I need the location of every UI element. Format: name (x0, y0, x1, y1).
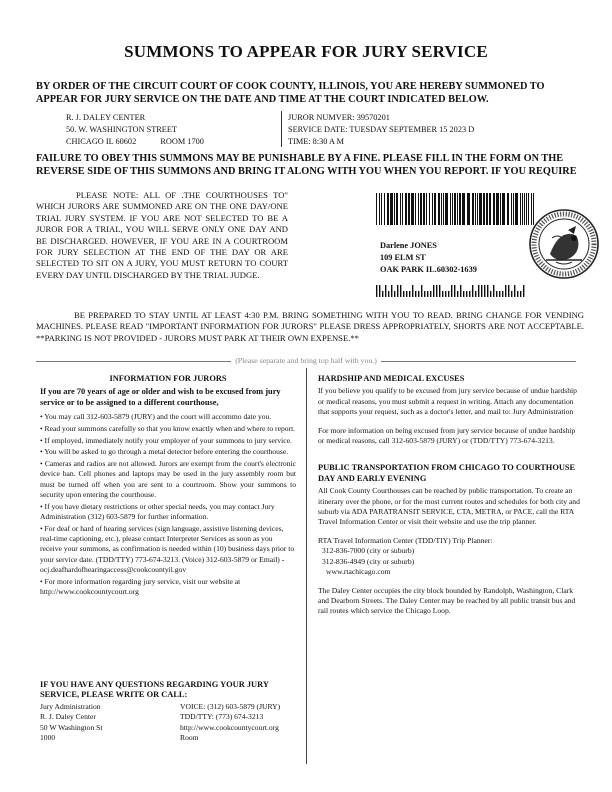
barcode-bar (376, 193, 377, 225)
postal-bar (490, 291, 491, 297)
barcode-bar (438, 193, 440, 225)
postal-bar (487, 285, 488, 297)
postal-bar (400, 285, 401, 297)
barcode-bar (493, 193, 495, 225)
barcode-bar (418, 193, 419, 225)
barcode-bar (394, 193, 395, 225)
barcode-bar (486, 193, 488, 225)
barcode-bar (450, 193, 451, 225)
barcode-bar (520, 193, 521, 225)
juror-info-block (288, 112, 588, 148)
barcode-bar (475, 193, 476, 225)
barcode-bar (477, 193, 478, 225)
postal-bar (496, 291, 497, 297)
postal-bar (418, 291, 419, 297)
barcode-bar (429, 193, 430, 225)
barcode-bar (443, 193, 444, 225)
postal-bar (499, 291, 500, 297)
barcode-bar (500, 193, 501, 225)
contact-table (40, 702, 302, 744)
postal-bar (451, 285, 452, 297)
info-heading: INFORMATION FOR JURORS (109, 374, 227, 383)
postal-bar (481, 285, 482, 297)
court-street: 50. W. WASHINGTON STREET (66, 125, 178, 134)
info-bullets (40, 412, 296, 597)
hardship-paragraph-2: For more information on being excused from jury service because of undue hardship or medical reasons, call 312-603-5879 (JURY) or (TDD/TTY) 773-674-3213. (318, 425, 576, 446)
barcode-bar (384, 193, 385, 225)
barcode-bar (420, 193, 422, 225)
postal-bar (493, 285, 494, 297)
barcode-bar (445, 193, 448, 225)
barcode-bar (462, 193, 465, 225)
one-day-trial-note: PLEASE NOTE: ALL OF .THE COURTHOUSES TO" WHICH JURORS ARE SUMMONED ARE ON THE ONE DAY/ONE TRIAL JURY SYSTEM. IF YOU ARE NOT SELECTED TO BE A JUROR FOR A TRIAL, YOU WILL SERVE ONLY ONE DAY AND BE DISCHARGED. HOWEVER, IF YOU ARE IN A COURTROOM FOR JURY SELECTION AT THE END OF THE DAY OR ARE SELECTED TO SIT ON A JURY, YOU MUST RETURN TO COURT EVERY DAY UNTIL DISCHARGED BY THE TRIAL JUDGE. (36, 190, 288, 280)
state-seal-icon (528, 208, 600, 280)
juror-number: JUROR NUMVER: 39570201 (288, 113, 390, 122)
list-item: • If employed, immediately notify your employer of your summons to jury service. (40, 435, 292, 445)
postal-bar (460, 285, 461, 297)
postal-bar (388, 291, 389, 297)
postal-bar (469, 291, 470, 297)
info-lead: If you are 70 years of age or older and wish to be excused from jury service or to be assigned to a different courthouse, (40, 387, 281, 408)
addressee-block (380, 240, 530, 276)
barcode-bar (381, 193, 382, 225)
postal-bar (517, 291, 518, 297)
postal-bar (382, 291, 383, 297)
postal-bar (505, 285, 506, 297)
barcode-bar (515, 193, 518, 225)
barcode-bar (432, 193, 433, 225)
contact-heading: IF YOU HAVE ANY QUESTIONS REGARDING YOUR JURY SERVICE, PLEASE WRITE OR CALL: (40, 680, 269, 699)
barcode-bar (441, 193, 442, 225)
hardship-transport-column (318, 374, 582, 617)
court-room: ROOM 1700 (160, 137, 204, 146)
postal-bar (427, 291, 428, 297)
planner-line: www.rtachicago.com (326, 567, 391, 577)
service-date: SERVICE DATE: TUESDAY SEPTEMBER 15 2023 D (288, 125, 475, 134)
barcode-bar (526, 193, 527, 225)
postal-bar (472, 285, 473, 297)
postal-bar (430, 291, 431, 297)
barcode-bar (459, 193, 461, 225)
postal-bar (433, 285, 434, 297)
postal-bar (379, 285, 380, 297)
court-name: R. J. DALEY CENTER (66, 113, 146, 122)
barcode-bar (396, 193, 398, 225)
barcode-bar (408, 193, 410, 225)
postal-bar (406, 291, 407, 297)
postal-bar (391, 285, 392, 297)
postal-bar (376, 285, 377, 297)
postal-bar (514, 285, 515, 297)
postal-bar (520, 291, 521, 297)
list-item: • You may call 312-603-5879 (JURY) and the court will accommo date you. (40, 412, 272, 422)
postal-bar (436, 285, 437, 297)
postal-bar (463, 291, 464, 297)
barcode-bar (434, 193, 436, 225)
postal-bar (403, 291, 404, 297)
contact-right-3: Room (180, 733, 199, 743)
postal-bar (424, 291, 425, 297)
barcode-bar (379, 193, 380, 225)
barcode-bar (511, 193, 512, 225)
list-item: • For more information regarding jury service, visit our website at http://www.cookcountycourt.org (40, 576, 241, 597)
contact-left-2: 50 W Washington St (40, 722, 103, 732)
addressee-street: 109 ELM ST (380, 253, 426, 262)
barcode-bar (496, 193, 499, 225)
hardship-paragraph-1: If you believe you qualify to be excused from jury service because of undue hardship or medical reasons, you must submit a request in writing. Attach any documentation that supports your request, such as a doctor's letter, and mail to: Jury Administration (318, 386, 577, 417)
planner-title: RTA Travel Information Center (TDD/TIY) Trip Planner: (318, 535, 493, 545)
postal-bar (445, 291, 446, 297)
postal-bar (412, 285, 413, 297)
postal-bar (448, 291, 449, 297)
postal-bar (502, 291, 503, 297)
postal-bar (466, 291, 467, 297)
separator-line (36, 356, 576, 366)
postal-bar (523, 285, 524, 297)
barcode-bar (454, 193, 456, 225)
barcode-bar (479, 193, 482, 225)
transport-paragraph-2: The Daley Center occupies the city block bounded by Randolph, Washington, Clark and Dearborn Streets. The Daley Center may be reached by all public transit bus and rail routes which service the Chicago Loop. (318, 585, 576, 616)
page-title: SUMMONS TO APPEAR FOR JURY SERVICE (124, 42, 488, 61)
barcode-bar (467, 193, 470, 225)
barcode-image (376, 193, 536, 225)
barcode-bar (405, 193, 407, 225)
postal-bar (439, 285, 440, 297)
court-address-block (66, 112, 286, 148)
contact-block (40, 680, 302, 744)
contact-left-1: R. J. Daley Center (40, 712, 96, 722)
barcode-bar (423, 193, 425, 225)
postal-bar (475, 291, 476, 297)
service-time: TIME: 8:30 A M (288, 137, 345, 146)
list-item: • If you have dietary restrictions or other special needs, you may contact Jury Administration (312) 603-5879 for further information. (40, 501, 275, 521)
barcode-bar (452, 193, 453, 225)
list-item: • For deaf or hard of hearing services (sign language, assistive listening devices, real-time captioning, etc.), please contact Interpreter Services as soon as you receive your summons, as confirmation is needed within (10) business days prior to your service date. (TDD/TTY) 773-674-3213. (Voice) 312-603-5879 or Email) - ocj.deafhardofhearingaccess@cookcountyil.gov (40, 523, 295, 575)
postal-bar (397, 285, 398, 297)
transport-paragraph-1: All Cook County Courthouses can be reached by public transportation. To create an itinerary over the phone, or for the most current routes and schedules for both city and suburb via ADA PARATRANSIT SERVICE, CTA, METRA, or PACE, call the RTA Travel Information Center or visit their website and use the trip planner. (318, 486, 580, 527)
barcode-bar (415, 193, 416, 225)
court-city: CHICAGO IL 60602 (66, 137, 137, 146)
postal-bar (508, 285, 509, 297)
list-item: • Read your summons carefully so that you know exactly when and where to report. (40, 424, 296, 433)
barcode-bar (402, 193, 403, 225)
postal-bar (454, 285, 455, 297)
separator-text: (Please separate and bring top half with you.) (231, 356, 381, 365)
contact-left-0: Jury Administration (40, 702, 101, 711)
contact-right-2: http://www.cookcountycourt.org (180, 722, 279, 732)
planner-line: 312-836-4949 (city or suburb) (322, 556, 415, 566)
barcode-bar (400, 193, 401, 225)
barcode-bar (489, 193, 491, 225)
postal-bar (442, 291, 443, 297)
list-item: • You will be asked to go through a metal detector before entering the courthouse. (40, 447, 289, 457)
hardship-heading: HARDSHIP AND MEDICAL EXCUSES (318, 374, 465, 383)
postal-barcode (376, 285, 528, 297)
postal-bar (478, 285, 479, 297)
postal-bar (385, 285, 386, 297)
barcode-bar (522, 193, 523, 225)
court-city-room (66, 136, 286, 148)
list-item: • Cameras and radios are not allowed. Jurors are exempt from the court's electronic device ban. Cell phones and laptops may be used in the jury assembly room but must be turned off when you are sent to a courtroom. Show your summons to security upon entering the courthouse. (40, 458, 296, 499)
barcode-bar (502, 193, 505, 225)
vertical-divider (281, 111, 282, 147)
postal-bar (394, 291, 395, 297)
contact-left-3: 1000 (40, 733, 56, 743)
postal-bar (484, 285, 485, 297)
postal-bar (457, 291, 458, 297)
barcode-bar (411, 193, 414, 225)
barcode-bar (457, 193, 458, 225)
failure-warning: FAILURE TO OBEY THIS SUMMONS MAY BE PUNISHABLE BY A FINE. PLEASE FILL IN THE FORM ON THE REVERSE SIDE OF THIS SUMMONS AND BRING IT ALONG WITH YOU WHEN YOU REPORT. IF YOU REQUIRE (36, 153, 577, 177)
contact-right-1: TDD/TTY: (773) 674-3213 (180, 712, 264, 722)
contact-right-0: VOICE: (312) 603-5879 (JURY) (180, 702, 281, 711)
planner-line: 312-836-7000 (city or suburb) (322, 546, 415, 556)
column-divider (306, 368, 307, 764)
postal-bar (409, 291, 410, 297)
info-column (40, 374, 296, 599)
order-statement: BY ORDER OF THE CIRCUIT COURT OF COOK COUNTY, ILLINOIS, YOU ARE HEREBY SUMMONED TO APPEAR FOR JURY SERVICE ON THE DATE AND TIME AT THE COURT INDICATED BELOW. (36, 81, 545, 105)
barcode-bar (387, 193, 389, 225)
barcode-bar (390, 193, 393, 225)
barcode-bar (524, 193, 525, 225)
stay-instructions: BE PREPARED TO STAY UNTIL AT LEAST 4:30 P.M. BRING SOMETHING WITH YOU TO READ. BRING CHANGE FOR VENDING MACHINES. PLEASE READ "IMPORTANT INFORMATION FOR JURORS" PLEASE DRESS APPROPRIATELY, SHORTS ARE NOT ACCEPTABLE. **PARKING IS NOT PROVIDED - JURORS MUST PARK AT THEIR OWN EXPENSE.** (36, 310, 584, 343)
postal-bar (511, 291, 512, 297)
barcode-bar (507, 193, 509, 225)
postal-bar (415, 291, 416, 297)
barcode-bar (472, 193, 474, 225)
transport-heading: PUBLIC TRANSPORTATION FROM CHICAGO TO COURTHOUSE DAY AND EARLY EVENING (318, 463, 576, 483)
addressee-name: Darlene JONES (380, 241, 437, 250)
barcode-bar (483, 193, 485, 225)
barcode-bar (513, 193, 514, 225)
postal-bar (421, 285, 422, 297)
addressee-city: OAK PARK IL.60302-1639 (380, 265, 477, 274)
barcode-bar (426, 193, 427, 225)
